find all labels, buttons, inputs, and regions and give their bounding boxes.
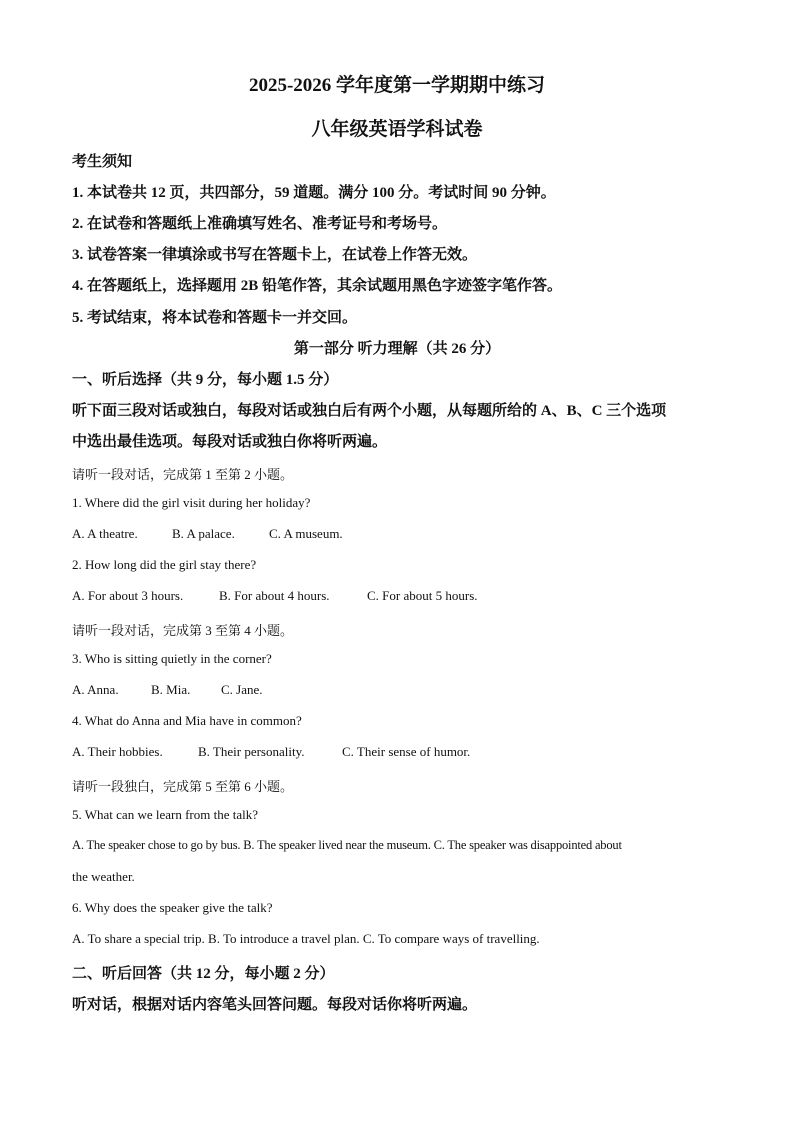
part1-heading: 第一部分 听力理解（共 26 分）	[293, 341, 501, 357]
question-5: 5. What can we learn from the talk?	[72, 807, 259, 822]
question-3-options	[72, 682, 263, 698]
q4-option-c: C. Their sense of humor.	[342, 744, 471, 759]
section1-instruction-line2: 中选出最佳选项。每段对话或独白你将听两遍。	[72, 434, 388, 450]
q2-option-b: B. For about 4 hours.	[219, 588, 330, 603]
q1-option-c: C. A museum.	[269, 526, 343, 541]
prompt-monologue: 请听一段独白，完成第 5 至第 6 小题。	[72, 779, 294, 794]
q3-option-b: B. Mia.	[151, 682, 191, 697]
question-6-options: A. To share a special trip. B. To introduce a travel plan. C. To compare ways of travelling.	[72, 931, 540, 946]
question-2: 2. How long did the girl stay there?	[72, 557, 257, 572]
q4-option-b: B. Their personality.	[198, 744, 305, 759]
q3-option-a: A. Anna.	[72, 682, 119, 697]
notice-heading: 考生须知	[72, 154, 133, 170]
notice-item-3: 3. 试卷答案一律填涂或书写在答题卡上，在试卷上作答无效。	[72, 247, 478, 263]
question-1-options	[72, 526, 343, 542]
question-5-options-line1: A. The speaker chose to go by bus. B. The speaker lived near the museum. C. The speaker was disappointed about	[72, 838, 622, 852]
section2-instruction: 听对话，根据对话内容笔头回答问题。每段对话你将听两遍。	[72, 997, 478, 1013]
q1-option-b: B. A palace.	[172, 526, 235, 541]
question-1: 1. Where did the girl visit during her holiday?	[72, 495, 311, 510]
q4-option-a: A. Their hobbies.	[72, 744, 163, 759]
q2-option-c: C. For about 5 hours.	[367, 588, 478, 603]
exam-subtitle: 八年级英语学科试卷	[311, 119, 483, 140]
question-4: 4. What do Anna and Mia have in common?	[72, 713, 302, 728]
q2-option-a: A. For about 3 hours.	[72, 588, 184, 603]
section2-heading: 二、听后回答（共 12 分，每小题 2 分）	[72, 966, 335, 982]
question-4-options	[72, 744, 470, 760]
notice-item-1: 1. 本试卷共 12 页，共四部分，59 道题。满分 100 分。考试时间 90 分钟。	[72, 185, 556, 201]
notice-item-2: 2. 在试卷和答题纸上准确填写姓名、准考证号和考场号。	[72, 216, 448, 232]
q3-option-c: C. Jane.	[221, 682, 263, 697]
notice-item-5: 5. 考试结束，将本试卷和答题卡一并交回。	[72, 310, 358, 326]
exam-title: 2025-2026 学年度第一学期期中练习	[248, 75, 546, 96]
prompt-dialogue-1: 请听一段对话，完成第 1 至第 2 小题。	[72, 467, 294, 482]
notice-item-4: 4. 在答题纸上，选择题用 2B 铅笔作答，其余试题用黑色字迹签字笔作答。	[72, 278, 563, 294]
question-6: 6. Why does the speaker give the talk?	[72, 900, 273, 915]
section1-instruction-line1: 听下面三段对话或独白，每段对话或独白后有两个小题，从每题所给的 A、B、C 三个选项	[72, 403, 667, 419]
question-3: 3. Who is sitting quietly in the corner?	[72, 651, 272, 666]
question-5-options-line2: the weather.	[72, 869, 135, 884]
prompt-dialogue-2: 请听一段对话，完成第 3 至第 4 小题。	[72, 623, 294, 638]
q1-option-a: A. A theatre.	[72, 526, 138, 541]
question-2-options	[72, 588, 478, 604]
section1-heading: 一、听后选择（共 9 分，每小题 1.5 分）	[72, 372, 339, 388]
